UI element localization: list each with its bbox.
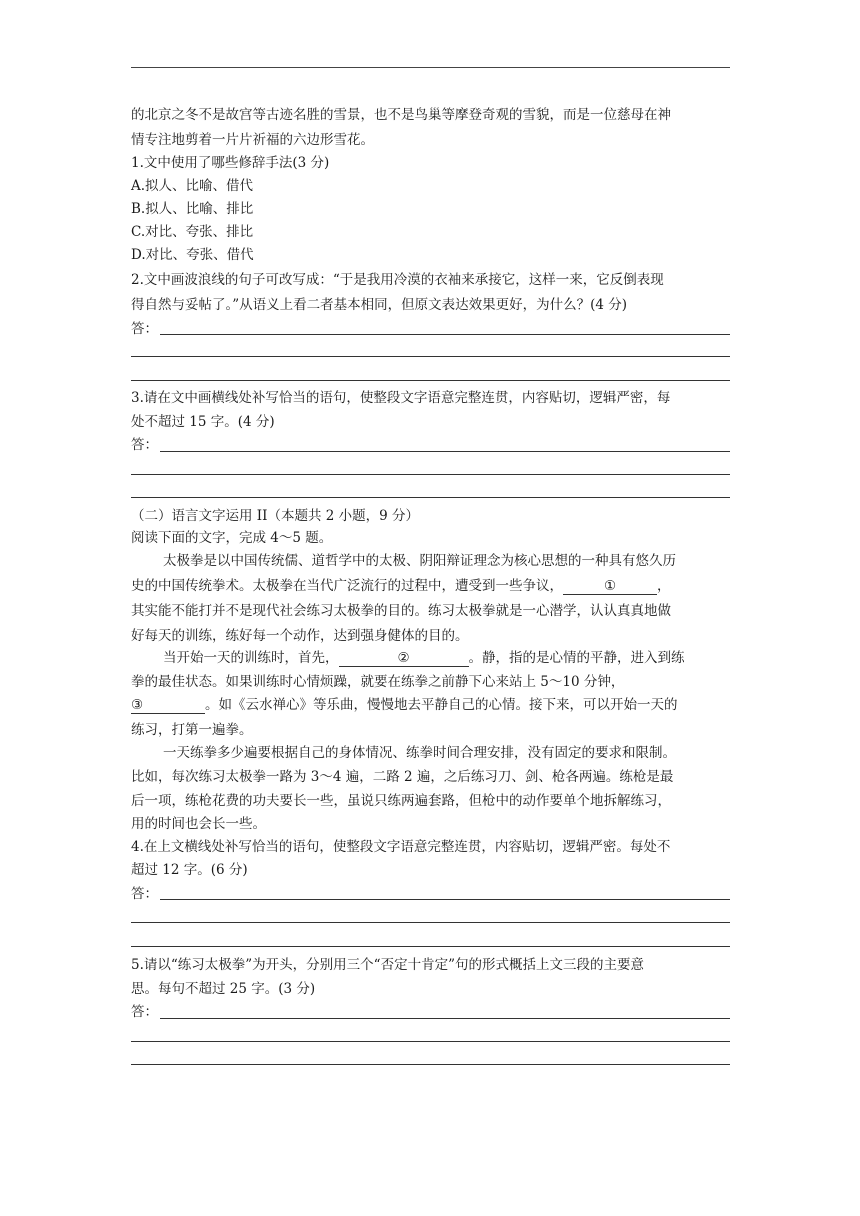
blank-3[interactable]: ③ xyxy=(131,698,205,714)
question-3-answer-line[interactable] xyxy=(160,451,730,452)
question-4-answer-line[interactable] xyxy=(131,922,730,923)
question-3-answer-line[interactable] xyxy=(131,474,730,475)
question-4-answer-line[interactable] xyxy=(160,899,730,900)
paragraph-text: 当开始一天的训练时，首先， xyxy=(163,650,339,666)
paragraph-text: 。静，指的是心情的平静，进入到练 xyxy=(468,650,685,666)
question-2-stem: 2.文中画波浪线的句子可改写成：“于是我用冷漠的衣袖来承接它，这样一来，它反倒表现 xyxy=(131,272,664,288)
section-heading: （二）语言文字运用 II（本题共 2 小题，9 分） xyxy=(131,508,420,524)
question-4-answer-label: 答： xyxy=(131,886,158,902)
paragraph-line: 一天练拳多少遍要根据自己的身体情况、练拳时间合理安排，没有固定的要求和限制。 xyxy=(163,745,676,761)
section-instruction: 阅读下面的文字，完成 4～5 题。 xyxy=(131,530,333,546)
question-4-stem: 超过 12 字。(6 分) xyxy=(131,862,248,878)
question-1-option-d[interactable]: D.对比、夸张、借代 xyxy=(131,247,254,263)
question-3-stem: 3.请在文中画横线处补写恰当的语句，使整段文字语意完整连贯，内容贴切，逻辑严密，每 xyxy=(131,390,671,406)
question-1-option-a[interactable]: A.拟人、比喻、借代 xyxy=(131,178,254,194)
paragraph-line xyxy=(131,697,731,714)
question-5-answer-line[interactable] xyxy=(131,1064,730,1065)
question-4-stem: 4.在上文横线处补写恰当的语句，使整段文字语意完整连贯，内容贴切，逻辑严密。每处不 xyxy=(131,839,671,855)
blank-2[interactable]: ② xyxy=(339,651,469,667)
paragraph-text: 史的中国传统拳术。太极拳在当代广泛流行的过程中，遭受到一些争议， xyxy=(131,578,563,594)
paragraph-line: 比如，每次练习太极拳一路为 3～4 遍，二路 2 遍，之后练习刀、剑、枪各两遍。练枪是最 xyxy=(131,769,674,785)
blank-1[interactable]: ① xyxy=(563,579,657,595)
question-5-answer-label: 答： xyxy=(131,1004,158,1020)
question-1-stem: 1.文中使用了哪些修辞手法(3 分) xyxy=(131,155,330,171)
passage-line: 情专注地剪着一片片祈福的六边形雪花。 xyxy=(131,132,374,148)
paragraph-line: 练习，打第一遍拳。 xyxy=(131,722,253,738)
paragraph-line: 好每天的训练，练好每一个动作，达到强身健体的目的。 xyxy=(131,628,469,644)
question-5-answer-line[interactable] xyxy=(160,1018,730,1019)
header-rule xyxy=(131,67,730,68)
question-5-stem: 5.请以“练习太极拳”为开头，分别用三个“否定十肯定”句的形式概括上文三段的主要意 xyxy=(131,957,644,973)
paragraph-text: 。如《云水禅心》等乐曲，慢慢地去平静自己的心情。接下来，可以开始一天的 xyxy=(205,697,678,713)
paragraph-line: 拳的最佳状态。如果训练时心情烦躁，就要在练拳之前静下心来站上 5～10 分钟， xyxy=(131,674,625,690)
question-2-stem: 得自然与妥帖了。”从语义上看二者基本相同，但原文表达效果更好，为什么？(4 分) xyxy=(131,297,628,313)
paragraph-line: 其实能不能打并不是现代社会练习太极拳的目的。练习太极拳就是一心潜学，认认真真地做 xyxy=(131,603,671,619)
paragraph-line: 后一项，练枪花费的功夫要长一些，虽说只练两遍套路，但枪中的动作要单个地拆解练习， xyxy=(131,793,671,809)
question-3-answer-label: 答： xyxy=(131,437,158,453)
question-2-answer-line[interactable] xyxy=(160,334,730,335)
question-2-answer-line[interactable] xyxy=(131,356,730,357)
question-2-answer-label: 答： xyxy=(131,321,158,337)
paragraph-line xyxy=(131,578,731,595)
question-5-answer-line[interactable] xyxy=(131,1041,730,1042)
paragraph-line: 太极拳是以中国传统儒、道哲学中的太极、阴阳辩证理念为核心思想的一种具有悠久历 xyxy=(163,553,676,569)
paragraph-line: 用的时间也会长一些。 xyxy=(131,816,266,832)
paragraph-text: ， xyxy=(657,578,671,594)
question-3-stem: 处不超过 15 字。(4 分) xyxy=(131,414,275,430)
paragraph-line xyxy=(163,650,731,667)
question-3-answer-line[interactable] xyxy=(131,497,730,498)
passage-line: 的北京之冬不是故宫等古迹名胜的雪景，也不是鸟巢等摩登奇观的雪貌，而是一位慈母在神 xyxy=(131,107,671,123)
question-5-stem: 思。每句不超过 25 字。(3 分) xyxy=(131,981,316,997)
question-4-answer-line[interactable] xyxy=(131,946,730,947)
question-1-option-b[interactable]: B.拟人、比喻、排比 xyxy=(131,201,254,217)
question-2-answer-line[interactable] xyxy=(131,380,730,381)
question-1-option-c[interactable]: C.对比、夸张、排比 xyxy=(131,224,254,240)
